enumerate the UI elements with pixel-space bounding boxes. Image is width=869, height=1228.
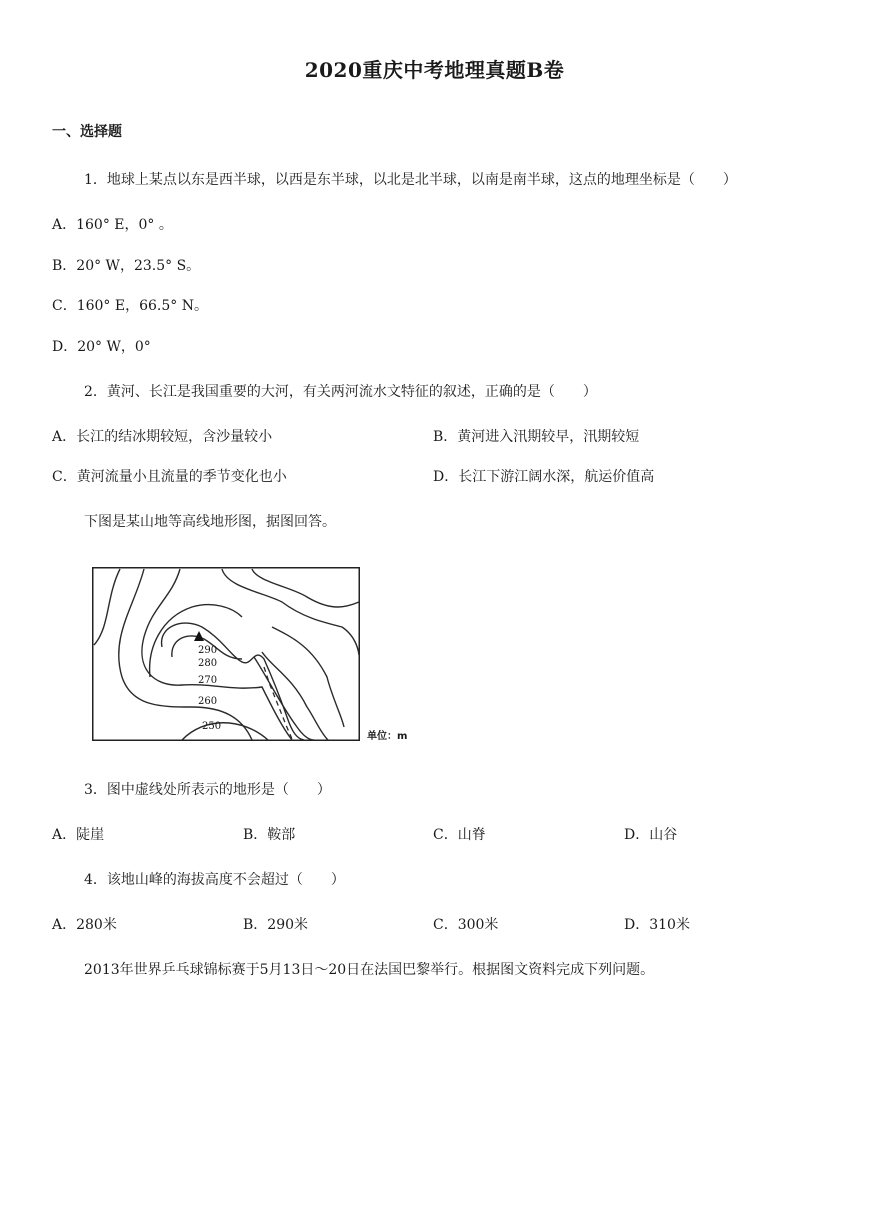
question-1-option-c: C．160° E，66.5° N。 xyxy=(52,298,208,314)
question-2-option-c: C．黄河流量小且流量的季节变化也小 xyxy=(52,469,287,485)
question-3-option-d: D．山谷 xyxy=(624,827,678,843)
contour-label-260: 260 xyxy=(198,696,218,707)
question-4-option-a: A．280米 xyxy=(52,917,117,933)
contour-map xyxy=(92,567,360,741)
question-4-option-b: B．290米 xyxy=(243,917,309,933)
question-4-option-c: C．300米 xyxy=(433,917,499,933)
question-3-stem: 3．图中虚线处所表示的地形是（ ） xyxy=(84,782,331,798)
contour-label-280: 280 xyxy=(198,658,218,669)
question-3-option-c: C．山脊 xyxy=(433,827,486,843)
question-1-option-a: A．160° E，0° 。 xyxy=(52,217,173,233)
next-passage-intro: 2013年世界乒乓球锦标赛于5月13日～20日在法国巴黎举行。根据图文资料完成下列问题。 xyxy=(84,962,655,978)
question-1-option-b: B．20° W，23.5° S。 xyxy=(52,258,201,274)
question-4-stem: 4．该地山峰的海拔高度不会超过（ ） xyxy=(84,872,345,888)
contour-label-290: 290 xyxy=(198,645,218,656)
page-title: 2020重庆中考地理真题B卷 xyxy=(304,58,565,82)
question-2-option-b: B．黄河进入汛期较早，汛期较短 xyxy=(433,429,640,445)
question-3-option-b: B．鞍部 xyxy=(243,827,296,843)
section-heading: 一、选择题 xyxy=(52,124,122,140)
question-3-option-a: A．陡崖 xyxy=(52,827,105,843)
question-1-option-d: D．20° W，0° xyxy=(52,339,151,355)
question-2-option-d: D．长江下游江阔水深，航运价值高 xyxy=(433,469,655,485)
contour-label-270: 270 xyxy=(198,675,218,686)
map-unit-label: 单位：m xyxy=(367,731,408,742)
question-4-option-d: D．310米 xyxy=(624,917,690,933)
question-1-stem: 1．地球上某点以东是西半球，以西是东半球，以北是北半球，以南是南半球，这点的地理坐标是（ ） xyxy=(84,172,737,188)
contour-label-250: 250 xyxy=(202,721,222,732)
question-2-option-a: A．长江的结冰期较短，含沙量较小 xyxy=(52,429,273,445)
map-intro: 下图是某山地等高线地形图，据图回答。 xyxy=(84,514,336,530)
question-2-stem: 2．黄河、长江是我国重要的大河，有关两河流水文特征的叙述，正确的是（ ） xyxy=(84,384,597,400)
